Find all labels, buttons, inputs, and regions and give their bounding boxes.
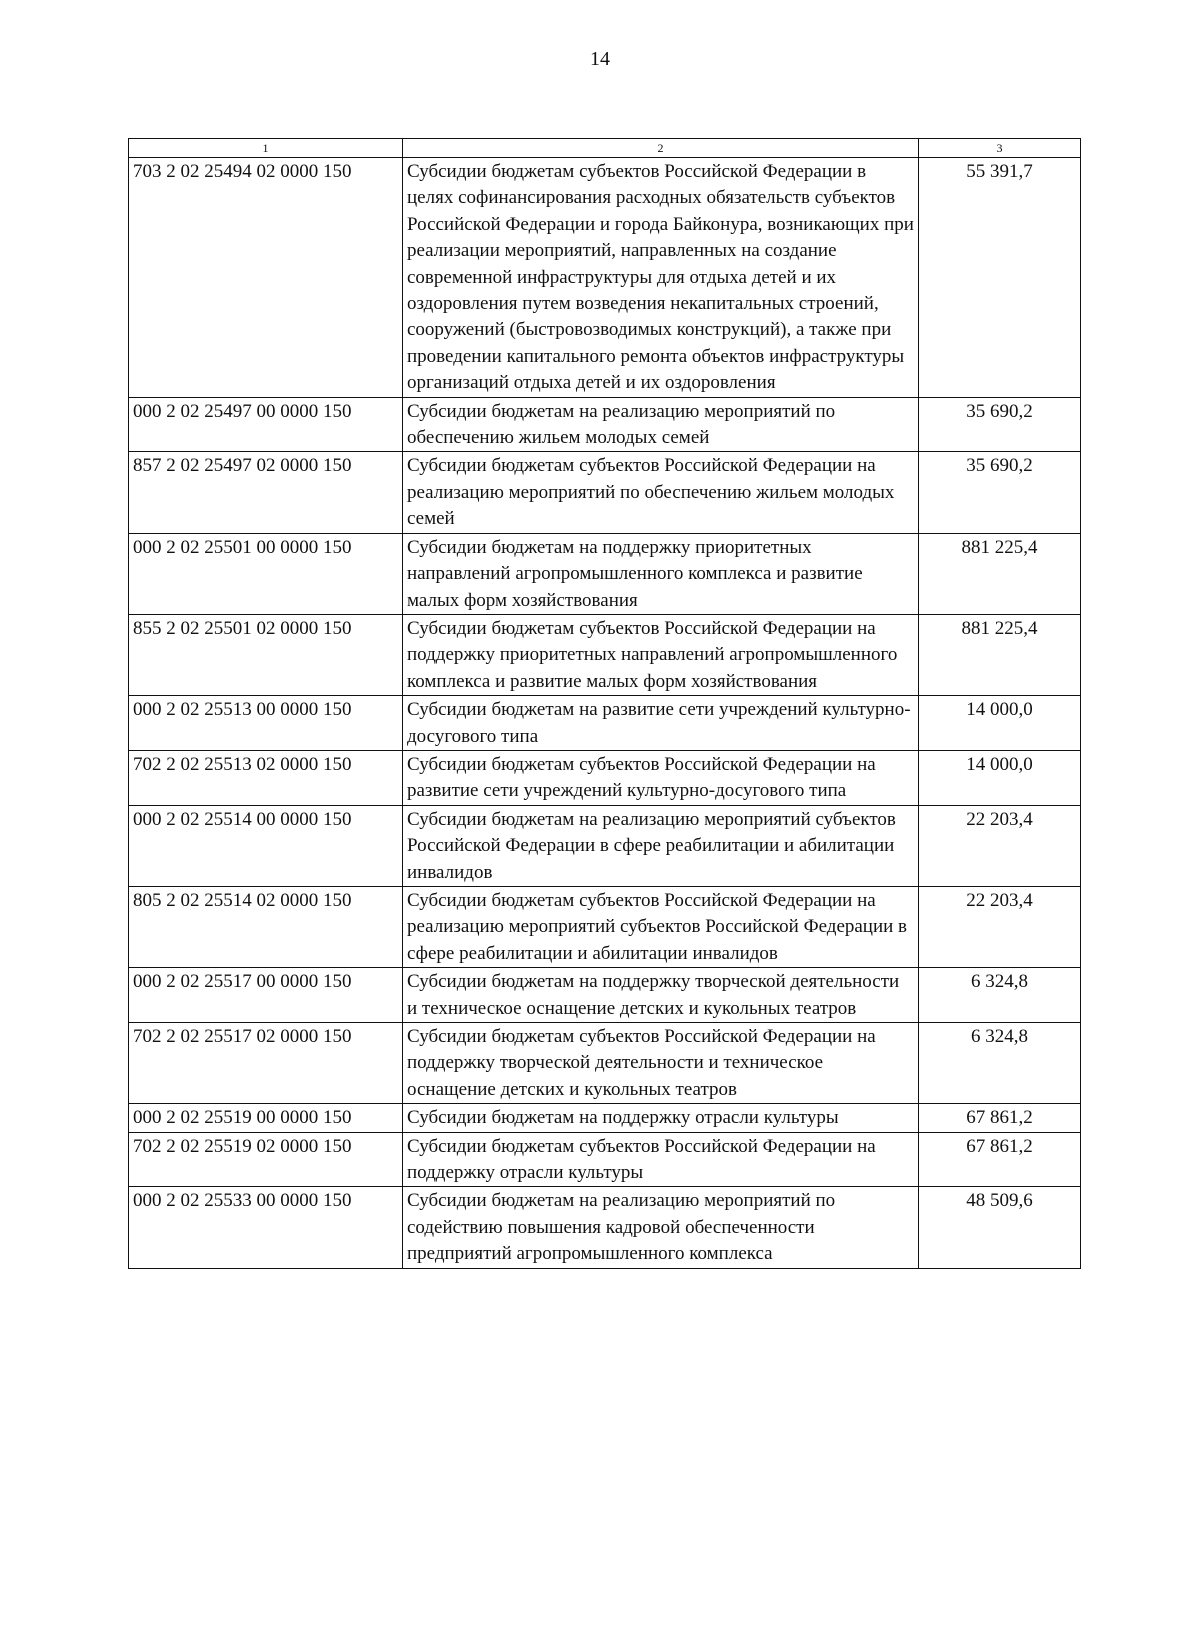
income-description: Субсидии бюджетам субъектов Российской Федерации на реализацию мероприятий по обеспечению жильем молодых семей <box>403 452 919 533</box>
table-row <box>129 452 1081 533</box>
amount-value: 22 203,4 <box>919 886 1081 967</box>
classification-code: 857 2 02 25497 02 0000 150 <box>129 452 403 533</box>
amount-value: 14 000,0 <box>919 750 1081 805</box>
classification-code: 000 2 02 25514 00 0000 150 <box>129 805 403 886</box>
table-row <box>129 968 1081 1023</box>
amount-value: 35 690,2 <box>919 397 1081 452</box>
income-description: Субсидии бюджетам субъектов Российской Федерации в целях софинансирования расходных обязательств субъектов Российской Федерации и города Байконура, возникающих при реализации мероприятий, направленных на создание современной инфраструктуры для отдыха детей и их оздоровления путем возведения некапитальных строений, сооружений (быстровозводимых конструкций), а также при проведении капитального ремонта объектов инфраструктуры организаций отдыха детей и их оздоровления <box>403 158 919 398</box>
classification-code: 805 2 02 25514 02 0000 150 <box>129 886 403 967</box>
income-description: Субсидии бюджетам на развитие сети учреждений культурно-досугового типа <box>403 696 919 751</box>
table-row <box>129 1132 1081 1187</box>
income-description: Субсидии бюджетам субъектов Российской Федерации на развитие сети учреждений культурно-досугового типа <box>403 750 919 805</box>
amount-value: 14 000,0 <box>919 696 1081 751</box>
table-row <box>129 397 1081 452</box>
classification-code: 000 2 02 25501 00 0000 150 <box>129 533 403 614</box>
table-row <box>129 750 1081 805</box>
page-number: 14 <box>590 48 610 70</box>
classification-code: 000 2 02 25497 00 0000 150 <box>129 397 403 452</box>
income-description: Субсидии бюджетам на реализацию мероприятий по обеспечению жильем молодых семей <box>403 397 919 452</box>
income-description: Субсидии бюджетам на реализацию мероприятий субъектов Российской Федерации в сфере реабилитации и абилитации инвалидов <box>403 805 919 886</box>
income-description: Субсидии бюджетам на поддержку отрасли культуры <box>403 1104 919 1132</box>
income-description: Субсидии бюджетам субъектов Российской Федерации на поддержку творческой деятельности и техническое оснащение детских и кукольных театров <box>403 1023 919 1104</box>
budget-table <box>128 138 1081 1269</box>
table-row <box>129 696 1081 751</box>
amount-value: 881 225,4 <box>919 614 1081 695</box>
table-row <box>129 1187 1081 1268</box>
classification-code: 702 2 02 25517 02 0000 150 <box>129 1023 403 1104</box>
amount-value: 6 324,8 <box>919 968 1081 1023</box>
column-header-2: 2 <box>403 139 919 158</box>
amount-value: 22 203,4 <box>919 805 1081 886</box>
income-description: Субсидии бюджетам субъектов Российской Федерации на реализацию мероприятий субъектов Российской Федерации в сфере реабилитации и абилитации инвалидов <box>403 886 919 967</box>
table-row <box>129 158 1081 398</box>
amount-value: 55 391,7 <box>919 158 1081 398</box>
classification-code: 000 2 02 25513 00 0000 150 <box>129 696 403 751</box>
amount-value: 881 225,4 <box>919 533 1081 614</box>
amount-value: 48 509,6 <box>919 1187 1081 1268</box>
income-description: Субсидии бюджетам на поддержку приоритетных направлений агропромышленного комплекса и развитие малых форм хозяйствования <box>403 533 919 614</box>
amount-value: 35 690,2 <box>919 452 1081 533</box>
table-row <box>129 533 1081 614</box>
income-description: Субсидии бюджетам субъектов Российской Федерации на поддержку отрасли культуры <box>403 1132 919 1187</box>
amount-value: 67 861,2 <box>919 1104 1081 1132</box>
income-description: Субсидии бюджетам на поддержку творческой деятельности и техническое оснащение детских и кукольных театров <box>403 968 919 1023</box>
classification-code: 702 2 02 25513 02 0000 150 <box>129 750 403 805</box>
amount-value: 67 861,2 <box>919 1132 1081 1187</box>
classification-code: 000 2 02 25517 00 0000 150 <box>129 968 403 1023</box>
income-description: Субсидии бюджетам субъектов Российской Федерации на поддержку приоритетных направлений агропромышленного комплекса и развитие малых форм хозяйствования <box>403 614 919 695</box>
classification-code: 000 2 02 25533 00 0000 150 <box>129 1187 403 1268</box>
header-row <box>129 139 1081 158</box>
classification-code: 702 2 02 25519 02 0000 150 <box>129 1132 403 1187</box>
classification-code: 703 2 02 25494 02 0000 150 <box>129 158 403 398</box>
classification-code: 000 2 02 25519 00 0000 150 <box>129 1104 403 1132</box>
classification-code: 855 2 02 25501 02 0000 150 <box>129 614 403 695</box>
table-row <box>129 614 1081 695</box>
income-description: Субсидии бюджетам на реализацию мероприятий по содействию повышения кадровой обеспеченности предприятий агропромышленного комплекса <box>403 1187 919 1268</box>
amount-value: 6 324,8 <box>919 1023 1081 1104</box>
table-row <box>129 1023 1081 1104</box>
table-row <box>129 886 1081 967</box>
table-row <box>129 805 1081 886</box>
table-row <box>129 1104 1081 1132</box>
column-header-3: 3 <box>919 139 1081 158</box>
column-header-1: 1 <box>129 139 403 158</box>
